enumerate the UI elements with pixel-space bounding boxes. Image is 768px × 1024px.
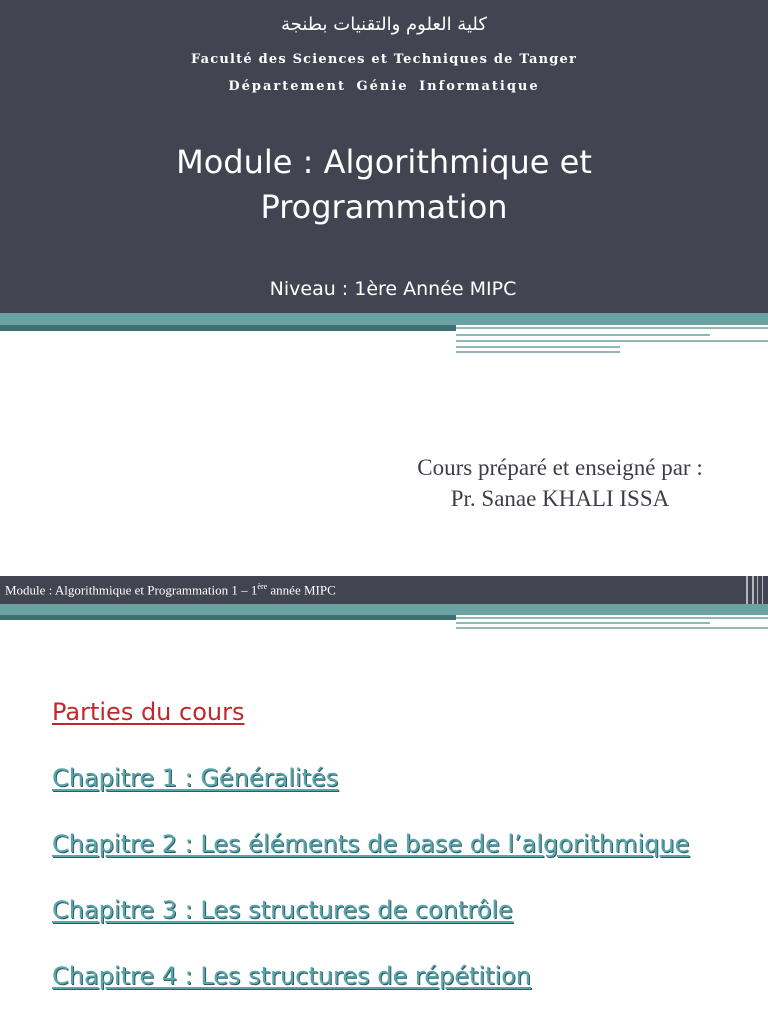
author-block: [340, 452, 768, 514]
accent-line: [456, 340, 768, 342]
chapter-4-link[interactable]: Chapitre 4 : Les structures de répétition: [52, 962, 532, 990]
module-title: [84, 140, 684, 230]
arabic-faculty-name: كلية العلوم والتقنيات بطنجة: [281, 14, 487, 35]
chapter-2-link[interactable]: Chapitre 2 : Les éléments de base de l’algorithmique: [52, 830, 690, 858]
module-title-line-2: Programmation: [260, 188, 508, 226]
module-title-line-1: Module : Algorithmique et: [176, 143, 592, 181]
accent-band-teal: [0, 313, 768, 325]
prepared-by-text: Cours préparé et enseigné par :: [417, 455, 703, 480]
slide-footer-text: Module : Algorithmique et Programmation 1 – 1ère année MIPC: [5, 582, 336, 598]
chapter-1-link[interactable]: Chapitre 1 : Généralités: [52, 764, 339, 792]
header-divider: [757, 576, 758, 604]
header-divider: [746, 576, 748, 604]
faculty-name: Faculté des Sciences et Techniques de Tanger: [190, 52, 578, 67]
accent-band-dark: [0, 615, 456, 620]
accent-line: [456, 627, 768, 629]
title-slide-header: [0, 0, 768, 313]
header-divider: [752, 576, 754, 604]
accent-band-dark: [0, 325, 456, 331]
accent-band-teal: [0, 604, 768, 615]
accent-line: [456, 351, 620, 353]
header-divider: [762, 576, 763, 604]
professor-name: Pr. Sanae KHALI ISSA: [450, 486, 670, 511]
accent-line: [456, 346, 620, 348]
department-name: Département Génie Informatique: [228, 79, 540, 94]
accent-line: [456, 327, 768, 329]
outline-slide-header: [0, 576, 768, 604]
parts-heading-link[interactable]: Parties du cours: [52, 698, 245, 726]
chapter-3-link[interactable]: Chapitre 3 : Les structures de contrôle: [52, 896, 513, 924]
level-subtitle: Niveau : 1ère Année MIPC: [269, 278, 517, 300]
course-outline: [52, 698, 689, 1024]
outline-slide: [0, 576, 768, 1024]
accent-line: [456, 334, 710, 336]
accent-line: [456, 617, 768, 619]
accent-line: [456, 622, 710, 624]
